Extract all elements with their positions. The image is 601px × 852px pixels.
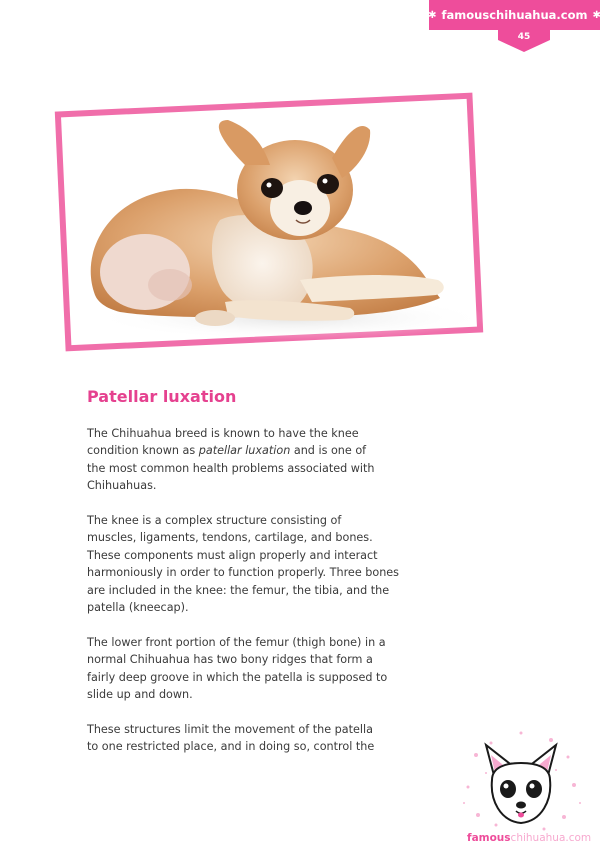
paragraph-4: These structures limit the movement of the patella to one restricted place, and in doing so, control the [87,722,375,754]
paragraph-1-text: The Chihuahua breed is known to have the knee condition known as [87,427,359,458]
paragraph-1-text-end: and is one of the most common health problems associated with Chihuahuas. [87,444,375,493]
logo-text-domain: chihuahua.com [510,832,592,844]
paragraph-3: The lower front portion of the femur (thigh bone) in a normal Chihuahua has two bony ridges that form a fairly deep groove in which the patella is supposed to slide up and down. [87,635,388,702]
footer-logo-text [467,832,591,844]
star-icon: ✱ [428,9,437,21]
emphasis-term: patellar luxation [198,444,291,458]
page-number: 45 [517,32,531,42]
section-heading: Patellar luxation [87,387,237,406]
logo-text-famous: famous [467,832,511,844]
star-icon: ✱ [592,9,601,21]
site-tag [429,0,600,30]
chihuahua-photo [50,80,480,360]
photo-section [50,80,480,360]
page-number-badge [498,30,550,52]
site-name: famouschihuahua.com [441,8,588,22]
spacer [87,495,432,512]
paragraph-1 [87,425,432,495]
article-body [87,425,432,773]
paragraph-2: The knee is a complex structure consisting of muscles, ligaments, tendons, cartilage, and bones. These components must align properly and interact harmoniously in order to function properly. Three bones are included in the knee: the femur, the tibia, and the patella (kneecap). [87,514,400,615]
